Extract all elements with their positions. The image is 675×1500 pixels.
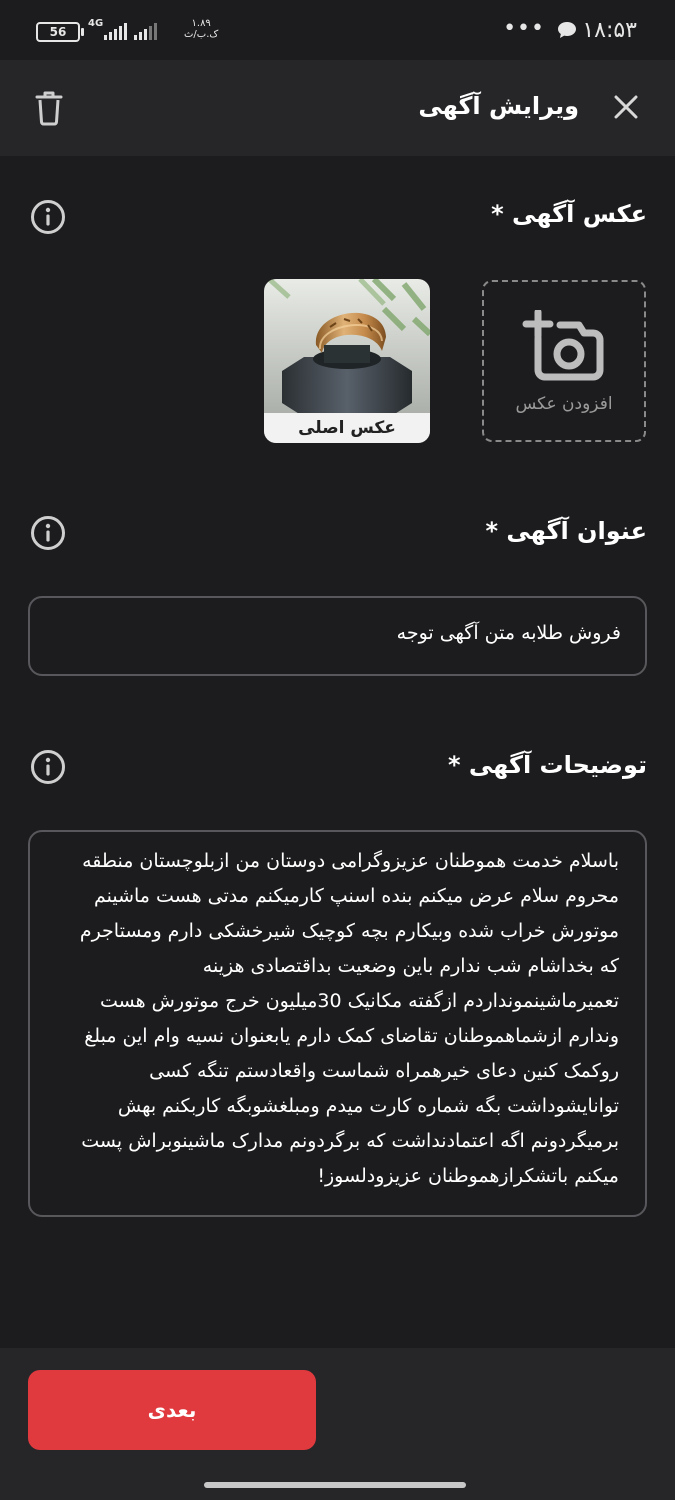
title-info-button[interactable] bbox=[30, 515, 66, 551]
close-button[interactable] bbox=[611, 92, 641, 122]
clock: ۱۸:۵۳ bbox=[582, 18, 637, 43]
description-label: توضیحات آگهی * bbox=[447, 751, 647, 779]
description-line: میکنم باتشکرازهموطنان عزیزودلسوز! bbox=[317, 1165, 619, 1187]
description-line: محروم سلام عرض میکنم بنده اسنپ کارمیکنم مدتی هست ماشینم bbox=[93, 885, 619, 907]
add-photo-button[interactable] bbox=[482, 280, 646, 442]
title-label: عنوان آگهی * bbox=[485, 517, 647, 545]
more-notifications-icon: ••• bbox=[503, 16, 545, 41]
description-line: وندارم ازشماهموطنان تقاضای کمک دارم یابعنوان نسیه وام این مبلغ bbox=[84, 1025, 619, 1047]
description-line: که بخداشام شب ندارم باین وضعیت بداقتصادی هزینه bbox=[202, 955, 619, 977]
network-speed bbox=[184, 18, 218, 40]
signal-icon bbox=[104, 22, 127, 40]
main-photo-label: عکس اصلی bbox=[264, 413, 430, 443]
description-line: باسلام خدمت هموطنان عزیزوگرامی دوستان من ازبلوچستان منطقه bbox=[82, 850, 619, 872]
description-line: تعمیرماشینمونداردم ازگفته مکانیک 30میلیون خرج موتورش هست bbox=[100, 990, 619, 1012]
info-icon bbox=[30, 515, 66, 551]
network-label: 4G bbox=[88, 18, 104, 29]
photos-info-button[interactable] bbox=[30, 199, 66, 235]
home-indicator[interactable] bbox=[204, 1482, 466, 1488]
description-line: برمیگردونم اگه اعتمادنداشت که برگردونم مدارک ماشینوبراش پست bbox=[81, 1130, 619, 1152]
next-button[interactable]: بعدی bbox=[28, 1370, 316, 1450]
bottom-bar bbox=[0, 1348, 675, 1500]
delete-button[interactable] bbox=[34, 90, 64, 126]
status-bar bbox=[0, 0, 675, 60]
add-camera-icon bbox=[522, 310, 608, 386]
network-speed-value: ۱.۸۹ bbox=[191, 18, 211, 29]
info-icon bbox=[30, 199, 66, 235]
battery-indicator: 56 bbox=[36, 22, 80, 42]
description-line: روکمک کنین دعای خیرهمراه شماست واقعادستم تنگه کسی bbox=[149, 1060, 619, 1082]
description-textarea[interactable] bbox=[28, 830, 647, 1217]
title-input[interactable] bbox=[28, 596, 647, 676]
description-line: توانایشوداشت بگه شماره کارت میدم ومبلغشوبگه کاربکنم بهش bbox=[117, 1095, 619, 1117]
network-type bbox=[88, 18, 103, 29]
main-photo-thumbnail[interactable] bbox=[264, 279, 430, 443]
close-icon bbox=[611, 92, 641, 122]
trash-icon bbox=[34, 90, 64, 126]
photos-label: عکس آگهی * bbox=[491, 200, 647, 228]
signal-icon-2 bbox=[134, 22, 157, 40]
description-line: موتورش خراب شده وبیکارم بچه کوچیک شیرخشکی دارم ومستاجرم bbox=[79, 920, 619, 942]
network-speed-unit: ک.ب/ث bbox=[184, 29, 219, 40]
add-photo-label: افزودن عکس bbox=[515, 394, 613, 414]
chat-icon bbox=[557, 21, 577, 43]
description-info-button[interactable] bbox=[30, 749, 66, 785]
page-title: ویرایش آگهی bbox=[418, 92, 579, 120]
title-input-value: فروش طلابه متن آگهی توجه bbox=[396, 622, 621, 644]
app-header bbox=[0, 60, 675, 156]
info-icon bbox=[30, 749, 66, 785]
